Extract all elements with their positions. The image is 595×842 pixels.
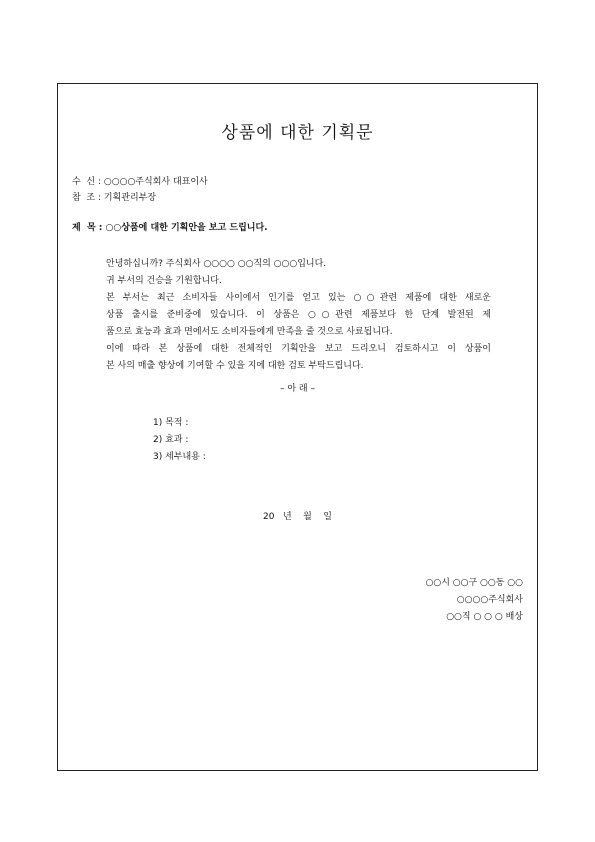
- item-purpose: 1) 목적 :: [153, 418, 189, 428]
- subject-label: 제 목 :: [72, 223, 103, 233]
- body-line: 이에 따라 본 상품에 대한 전체적인 기획안을 보고 드리오니 검토하시고 이 상품이: [106, 344, 491, 354]
- subject-line: [72, 224, 268, 233]
- subject-value: ○○상품에 대한 기획안을 보고 드립니다.: [105, 223, 268, 233]
- item-list: [153, 415, 206, 466]
- body-line: 품으로 효능과 효과 면에서도 소비자들에게 만족을 줄 것으로 사료됩니다.: [106, 327, 393, 337]
- body-line: 본 부서는 최근 소비자들 사이에서 인기를 얻고 있는 ○○관련 제품에 대한 새로운: [106, 293, 491, 303]
- body-line: 안녕하십니까? 주식회사 ○○○○ ○○직의 ○○○입니다.: [106, 259, 327, 269]
- body-line: 귀 부서의 건승을 기원합니다.: [106, 276, 222, 286]
- recipient-line: [72, 178, 208, 187]
- sender-address: ○○시 ○○구 ○○동 ○○: [425, 578, 523, 588]
- reference-line: [72, 194, 156, 203]
- sender-block: [426, 575, 524, 626]
- date-line: 20 년 월 일: [262, 512, 332, 522]
- document-title: 상품에 대한 기획문: [221, 123, 374, 143]
- recipient-value: ○○○○주식회사 대표이사: [103, 177, 208, 187]
- recipient-label: 수 신 :: [72, 177, 102, 187]
- reference-value: 기획관리부장: [103, 193, 157, 203]
- body-paragraph: [106, 256, 491, 375]
- section-marker: – 아 래 –: [280, 384, 315, 394]
- item-details: 3) 세부내용 :: [153, 452, 206, 462]
- sender-signatory: ○○직 ○ ○ ○ 배상: [446, 612, 523, 622]
- item-effect: 2) 효과 :: [153, 435, 189, 445]
- reference-label: 참 조 :: [72, 193, 102, 203]
- sender-company: ○○○○주식회사: [456, 595, 523, 605]
- body-line: 상품 출시를 준비중에 있습니다. 이 상품은 ○○관련 제품보다 한 단계 발전된 제: [106, 310, 491, 320]
- body-line: 본 사의 매출 향상에 기여할 수 있을 지에 대한 검토 부탁드립니다.: [106, 361, 364, 371]
